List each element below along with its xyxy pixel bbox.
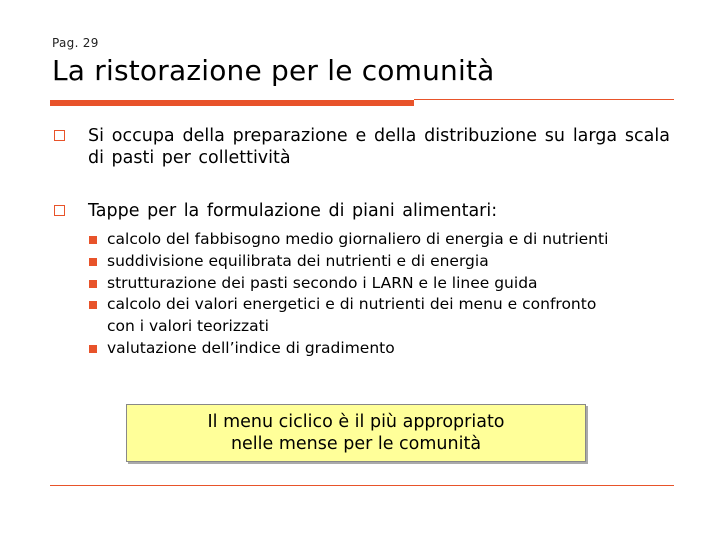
bullet-text: Tappe per la formulazione di piani alimentari: — [88, 201, 498, 221]
sub-bullet-item — [86, 229, 626, 251]
filled-square-bullet-icon — [89, 280, 97, 288]
sub-bullet-text: strutturazione dei pasti secondo i LARN e le linee guida — [107, 273, 538, 292]
bottom-divider — [50, 485, 674, 486]
bullet-item-2 — [54, 200, 670, 222]
note-line-1: Il menu ciclico è il più appropriato — [207, 412, 505, 432]
title-underline-thin — [414, 99, 674, 100]
filled-square-bullet-icon — [89, 236, 97, 244]
sub-bullet-text: calcolo del fabbisogno medio giornaliero di energia e di nutrienti — [107, 230, 609, 248]
bullet-text: Si occupa della preparazione e della distribuzione su larga scala di pasti per collettività — [88, 126, 670, 168]
hollow-square-bullet-icon — [54, 205, 65, 216]
title-underline-thick — [50, 100, 414, 106]
sub-bullet-text: calcolo dei valori energetici e di nutrienti dei menu e confronto con i valori teorizzati — [107, 295, 597, 336]
filled-square-bullet-icon — [89, 345, 97, 353]
slide-title: La ristorazione per le comunità — [52, 54, 495, 87]
highlight-note-box — [126, 404, 586, 462]
bullet-item-1 — [54, 125, 670, 169]
sub-bullet-text: valutazione dell’indice di gradimento — [107, 338, 395, 357]
hollow-square-bullet-icon — [54, 130, 65, 141]
sub-bullet-text: suddivisione equilibrata dei nutrienti e di energia — [107, 251, 489, 270]
sub-bullet-item — [86, 338, 626, 360]
sub-bullet-list — [86, 229, 626, 360]
sub-bullet-item — [86, 251, 626, 273]
page-number: Pag. 29 — [52, 36, 99, 50]
filled-square-bullet-icon — [89, 301, 97, 309]
sub-bullet-item — [86, 294, 626, 338]
note-line-2: nelle mense per le comunità — [230, 434, 482, 454]
filled-square-bullet-icon — [89, 258, 97, 266]
sub-bullet-item — [86, 273, 626, 295]
